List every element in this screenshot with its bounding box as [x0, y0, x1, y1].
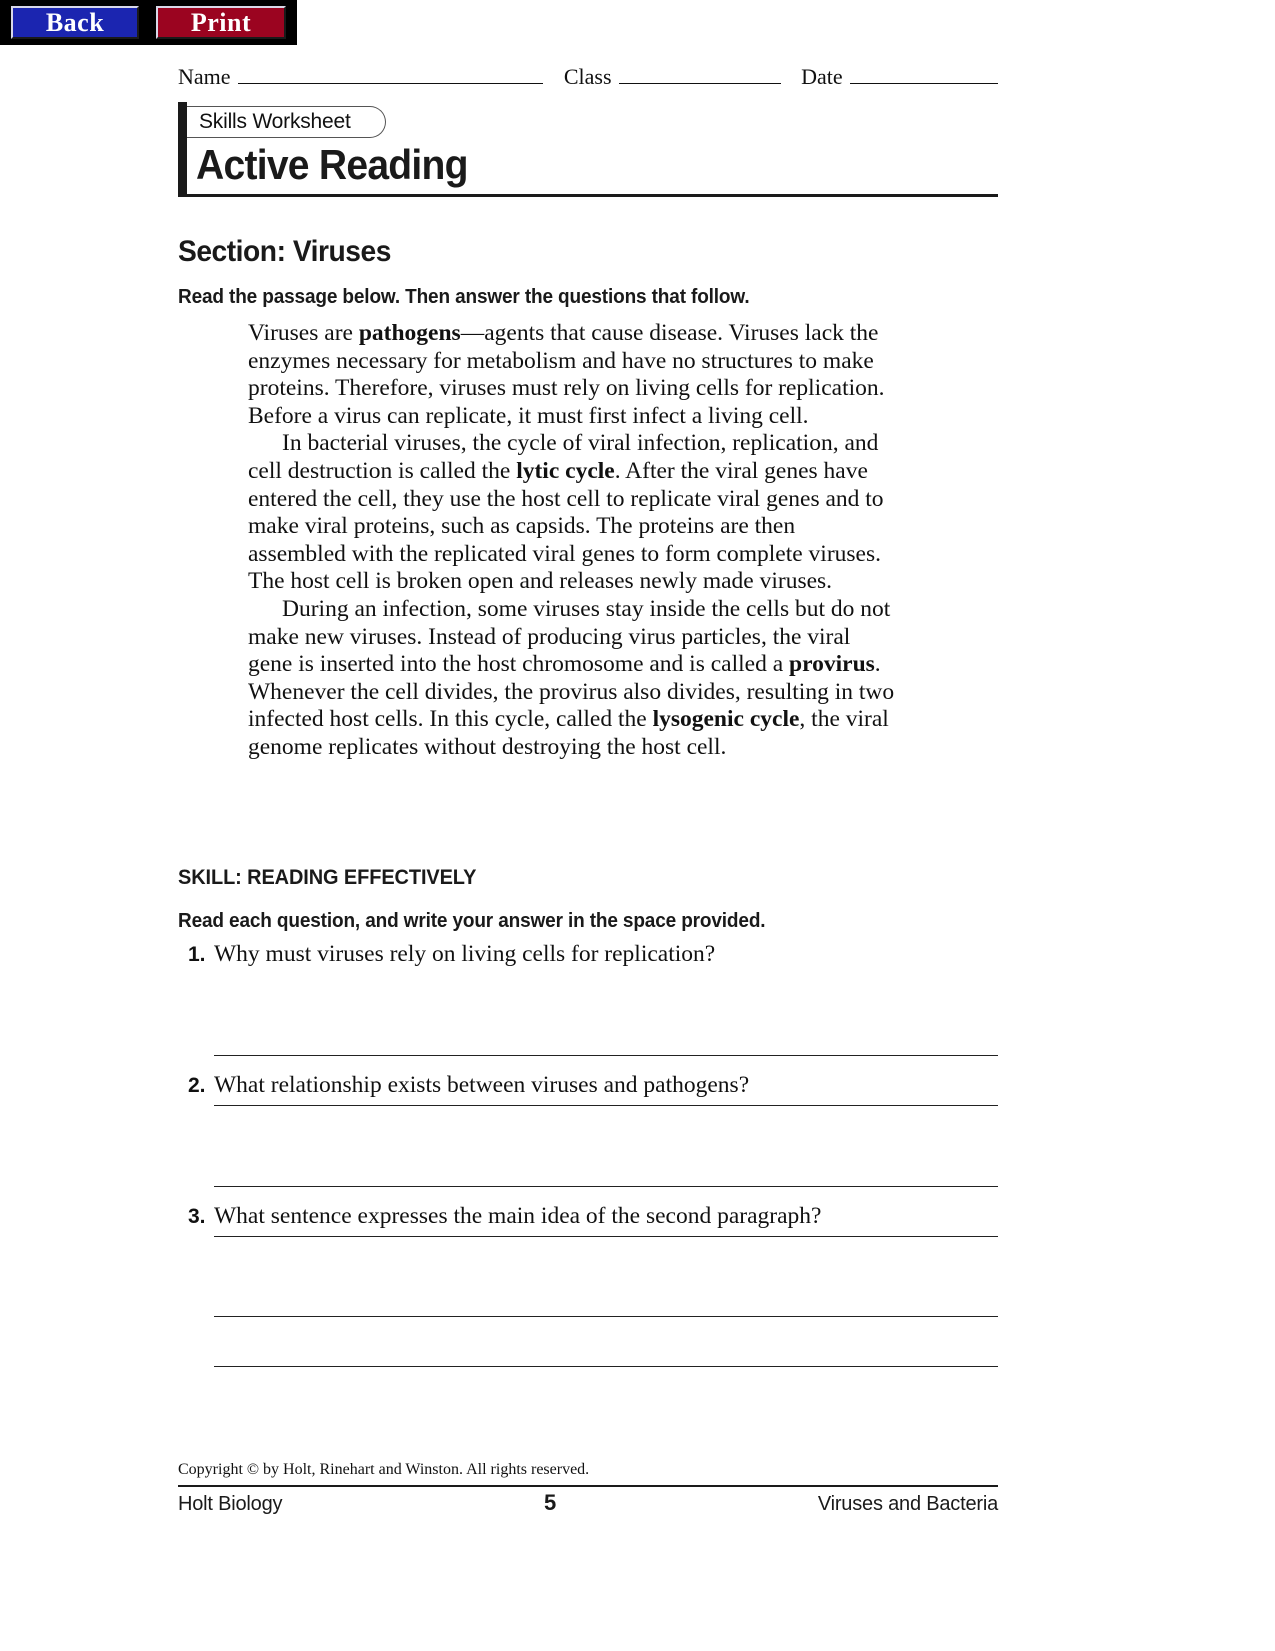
question-line	[188, 1203, 998, 1230]
passage-text: , the viral genome replicates without destroying the host cell.	[248, 706, 889, 760]
question-number: 3.	[188, 1205, 206, 1228]
question-number: 1.	[188, 943, 206, 966]
passage-text: Viruses are	[248, 320, 359, 346]
class-label: Class	[563, 64, 612, 89]
question-line	[188, 1072, 998, 1099]
answer-line[interactable]	[214, 1105, 998, 1106]
passage-term-provirus: provirus	[789, 651, 875, 678]
footer-book-title: Holt Biology	[178, 1493, 283, 1515]
reading-passage	[248, 320, 898, 762]
footer-chapter-title: Viruses and Bacteria	[817, 1493, 998, 1515]
question-text: What relationship exists between viruses and pathogens?	[214, 1072, 750, 1098]
section-heading: Section: Viruses	[178, 235, 391, 268]
name-label: Name	[178, 64, 231, 89]
passage-paragraph-3	[248, 596, 898, 762]
print-button-label: Print	[190, 7, 252, 37]
passage-paragraph-2	[248, 430, 898, 596]
question-text: Why must viruses rely on living cells for replication?	[214, 941, 716, 967]
print-button[interactable]	[156, 6, 286, 39]
passage-text: . Whenever the cell divides, the provirus also divides, resulting in two infected host cells. In this cycle, called the	[248, 651, 895, 733]
passage-text: During an infection, some viruses stay inside the cells but do not make new viruses. Instead of producing virus particles, the viral gene is inserted into the host chromosome and is called a	[248, 595, 891, 678]
page-title: Active Reading	[196, 141, 468, 188]
question-item-2	[188, 1072, 998, 1099]
question-number: 2.	[188, 1074, 206, 1097]
passage-instruction: Read the passage below. Then answer the questions that follow.	[178, 286, 750, 308]
passage-term-lysogenic-cycle: lysogenic cycle	[652, 706, 800, 733]
date-label: Date	[801, 64, 843, 89]
worksheet-type-label: Skills Worksheet	[199, 110, 351, 133]
answer-line[interactable]	[214, 1316, 998, 1317]
back-button-label: Back	[45, 7, 105, 37]
browser-toolbar	[0, 0, 297, 45]
question-line	[188, 941, 998, 968]
answer-line[interactable]	[214, 1186, 998, 1187]
passage-term-lytic-cycle: lytic cycle	[516, 457, 615, 484]
question-item-1	[188, 941, 998, 968]
passage-paragraph-1	[248, 320, 898, 430]
back-button[interactable]	[11, 6, 139, 39]
passage-term-pathogens: pathogens	[358, 320, 461, 346]
student-info-row	[178, 63, 998, 90]
question-item-3	[188, 1203, 998, 1230]
worksheet-type-badge	[187, 106, 386, 138]
name-field[interactable]	[238, 63, 544, 84]
skill-heading: SKILL: READING EFFECTIVELY	[178, 866, 477, 889]
question-instruction: Read each question, and write your answer in the space provided.	[178, 910, 766, 932]
answer-line[interactable]	[214, 1366, 998, 1367]
question-text: What sentence expresses the main idea of the second paragraph?	[214, 1203, 822, 1229]
title-accent-bar	[178, 102, 187, 194]
footer-page-number: 5	[544, 1490, 557, 1515]
answer-line[interactable]	[214, 1236, 998, 1237]
date-field[interactable]	[850, 63, 998, 84]
title-divider	[178, 194, 998, 197]
passage-text: . After the viral genes have entered the cell, they use the host cell to replicate viral genes and to make viral proteins, such as capsids. The proteins are then assembled with the replicated viral genes to form complete viruses. The host cell is broken open and releases newly made viruses.	[248, 457, 884, 595]
class-field[interactable]	[619, 63, 781, 84]
copyright-notice: Copyright © by Holt, Rinehart and Winston. All rights reserved.	[178, 1461, 590, 1478]
passage-text: In bacterial viruses, the cycle of viral infection, replication, and cell destruction is called the	[248, 430, 879, 484]
worksheet-page	[0, 45, 1275, 1651]
footer-divider	[178, 1485, 998, 1487]
answer-line[interactable]	[214, 1055, 998, 1056]
passage-text: —agents that cause disease. Viruses lack the enzymes necessary for metabolism and have no structures to make proteins. Therefore, viruses must rely on living cells for replication. Before a virus can replicate, it must first infect a living cell.	[248, 320, 885, 429]
footer	[178, 1490, 998, 1516]
